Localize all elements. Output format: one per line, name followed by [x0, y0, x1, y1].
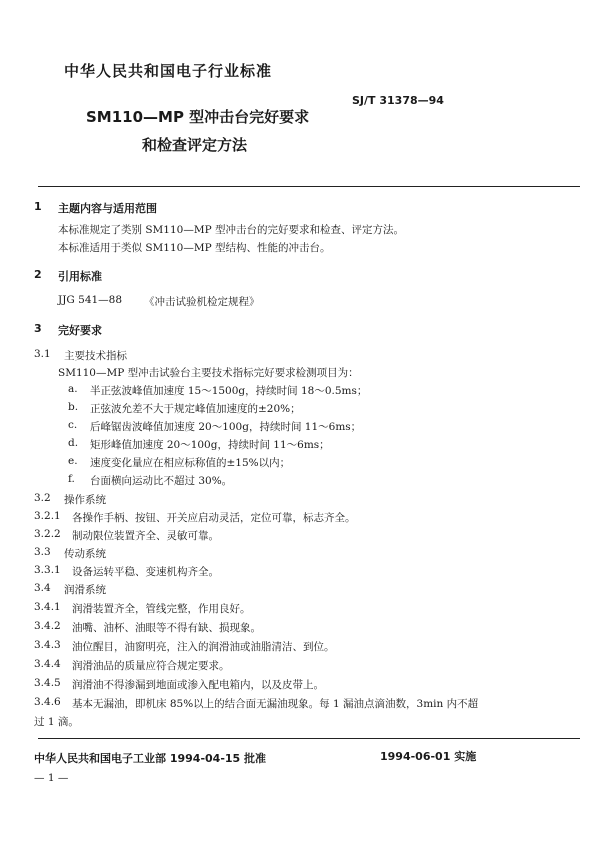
item-f-label: f. [68, 473, 75, 485]
section-1-paragraph-2: 本标准适用于类似 SM110—MP 型结构、性能的冲击台。 [58, 242, 331, 254]
document-title-line1: SM110—MP 型冲击台完好要求 [86, 108, 310, 126]
effective-date: 1994-06-01 实施 [380, 750, 477, 763]
item-a-label: a. [68, 383, 78, 395]
clause-3-4-2-number: 3.4.2 [34, 620, 61, 632]
clause-3-4-5-text: 润滑油不得渗漏到地面或渗入配电箱内，以及皮带上。 [72, 679, 324, 691]
header-divider [38, 186, 580, 187]
clause-3-3-number: 3.3 [34, 546, 51, 558]
section-1-heading: 主题内容与适用范围 [58, 202, 157, 215]
standard-type-heading: 中华人民共和国电子行业标准 [64, 62, 273, 80]
clause-3-2-2-text: 制动限位装置齐全、灵敏可靠。 [72, 530, 219, 542]
clause-3-4-3-text: 油位醒目，油窗明亮，注入的润滑油或油脂清洁、到位。 [72, 641, 335, 653]
clause-3-4-4-text: 润滑油品的质量应符合规定要求。 [72, 660, 230, 672]
clause-3-4-1-number: 3.4.1 [34, 601, 61, 613]
section-1-number: 1 [34, 200, 42, 213]
clause-3-4-number: 3.4 [34, 582, 51, 594]
page-number: — 1 — [34, 772, 69, 784]
clause-3-1-title: 主要技术指标 [64, 350, 127, 362]
item-b-text: 正弦波允差不大于规定峰值加速度的±20%； [90, 403, 301, 415]
item-e-text: 速度变化量应在相应标称值的±15%以内； [90, 457, 291, 469]
clause-3-2-1-text: 各操作手柄、按钮、开关应启动灵活，定位可靠，标志齐全。 [72, 512, 356, 524]
clause-3-1-number: 3.1 [34, 348, 51, 360]
item-c-text: 后峰锯齿波峰值加速度 20～100g，持续时间 11～6ms； [90, 421, 362, 433]
clause-3-2-2-number: 3.2.2 [34, 528, 61, 540]
section-3-number: 3 [34, 322, 42, 335]
clause-3-4-5-number: 3.4.5 [34, 677, 61, 689]
clause-3-3-1-text: 设备运转平稳、变速机构齐全。 [72, 566, 219, 578]
clause-3-4-title: 润滑系统 [64, 584, 106, 596]
clause-3-2-number: 3.2 [34, 492, 51, 504]
section-2-heading: 引用标准 [58, 270, 102, 283]
reference-title: 《冲击试验机检定规程》 [144, 296, 260, 308]
item-e-label: e. [68, 455, 78, 467]
clause-3-2-title: 操作系统 [64, 494, 106, 506]
clause-3-4-1-text: 润滑装置齐全，管线完整，作用良好。 [72, 603, 251, 615]
item-c-label: c. [68, 419, 78, 431]
clause-3-4-6-text: 基本无漏油，即机床 85%以上的结合面无漏油现象。每 1 漏油点滴油数，3min 内不超 [72, 698, 479, 710]
section-2-number: 2 [34, 268, 42, 281]
document-title-line2: 和检查评定方法 [142, 136, 248, 154]
clause-3-4-3-number: 3.4.3 [34, 639, 61, 651]
reference-code: JJG 541—88 [58, 294, 123, 306]
footer-divider [38, 738, 580, 739]
clause-3-4-4-number: 3.4.4 [34, 658, 61, 670]
item-f-text: 台面横向运动比不超过 30%。 [90, 475, 233, 487]
item-d-text: 矩形峰值加速度 20～100g，持续时间 11～6ms； [90, 439, 330, 451]
clause-3-2-1-number: 3.2.1 [34, 510, 61, 522]
item-d-label: d. [68, 437, 79, 449]
section-3-heading: 完好要求 [58, 324, 102, 337]
clause-3-4-2-text: 油嘴、油杯、油眼等不得有缺、损现象。 [72, 622, 261, 634]
item-b-label: b. [68, 401, 79, 413]
clause-3-4-6-text-continued: 过 1 滴。 [34, 716, 79, 728]
approval-line: 中华人民共和国电子工业部 1994-04-15 批准 [34, 752, 267, 765]
clause-3-1-intro: SM110—MP 型冲击试验台主要技术指标完好要求检测项目为： [58, 367, 359, 379]
section-1-paragraph-1: 本标准规定了类别 SM110—MP 型冲击台的完好要求和检查、评定方法。 [58, 224, 404, 236]
item-a-text: 半正弦波峰值加速度 15～1500g，持续时间 18～0.5ms； [90, 385, 368, 397]
clause-3-3-title: 传动系统 [64, 548, 106, 560]
clause-3-3-1-number: 3.3.1 [34, 564, 61, 576]
standard-number: SJ/T 31378—94 [352, 94, 444, 107]
clause-3-4-6-number: 3.4.6 [34, 696, 61, 708]
